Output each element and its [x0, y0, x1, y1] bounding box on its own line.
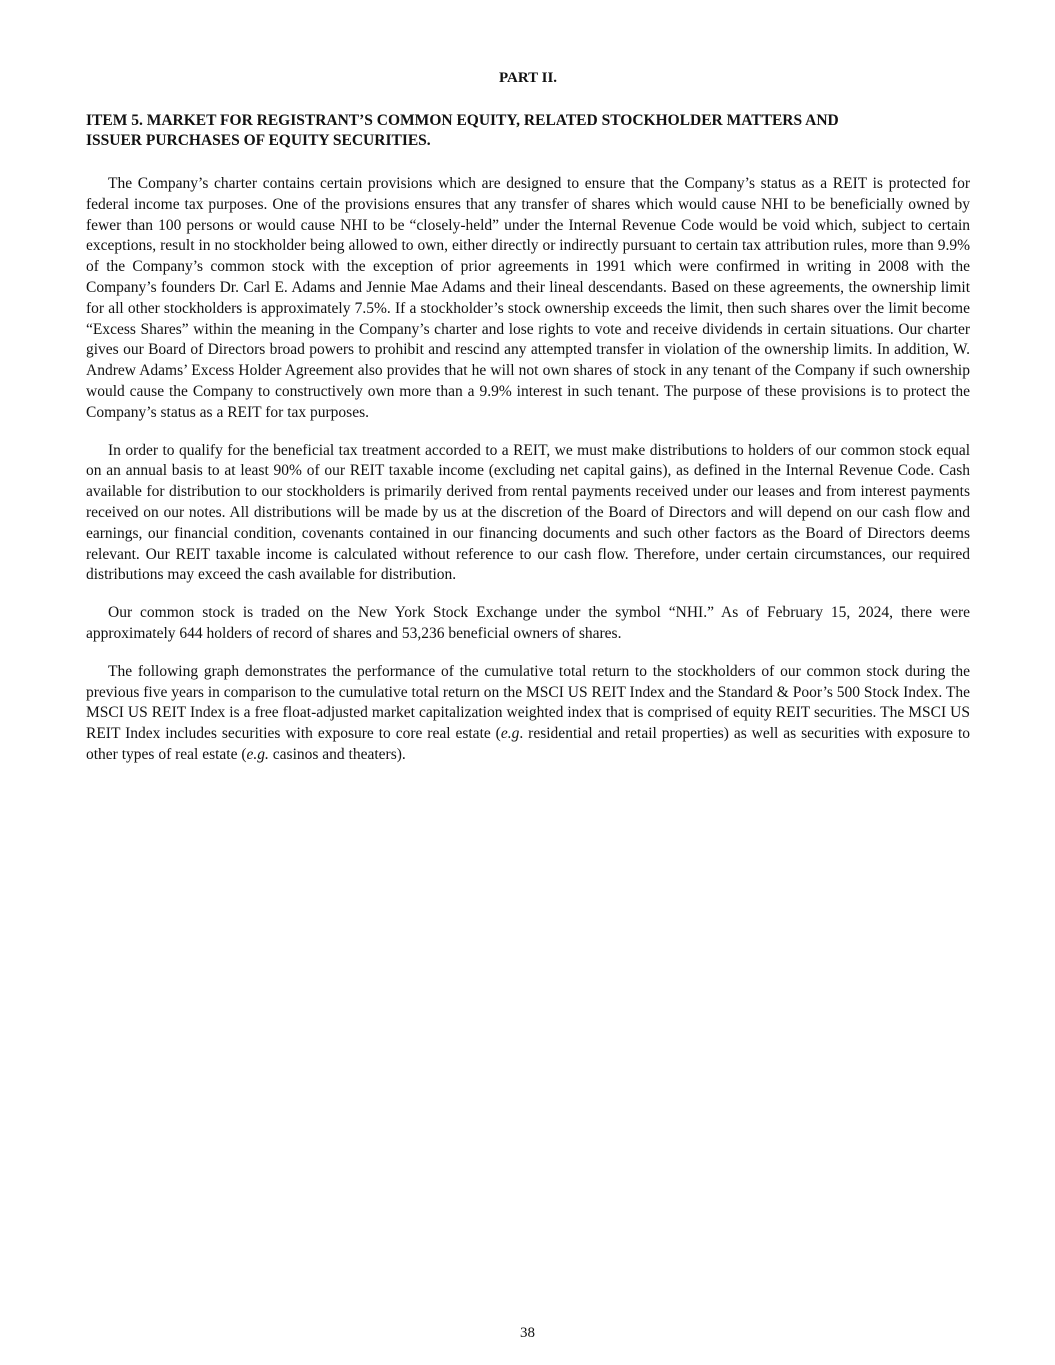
page-number: 38: [520, 1325, 535, 1341]
document-page: [86, 68, 970, 783]
item-title: [86, 111, 970, 151]
paragraph-distribution-requirements: In order to qualify for the beneficial tax treatment accorded to a REIT, we must make distributions to holders of our common stock equal on an annual basis to at least 90% of our REIT taxable income (excluding net capital gains), as defined in the Internal Revenue Code. Cash available for distribution to our stockholders is primarily derived from rental payments received under our leases and from interest payments received on our notes. All distributions will be made by us at the discretion of the Board of Directors and will depend on our cash flow and earnings, our financial condition, covenants contained in our financing documents and such other factors as the Board of Directors deems relevant. Our REIT taxable income is calculated without reference to our cash flow. Therefore, under certain circumstances, our required distributions may exceed the cash available for distribution.: [86, 441, 970, 584]
paragraph-performance-graph-intro: [86, 662, 970, 766]
item-title-line-1: ITEM 5. MARKET FOR REGISTRANT’S COMMON EQUITY, RELATED STOCKHOLDER MATTERS AND: [86, 112, 839, 129]
paragraph-text-segment: The following graph demonstrates the performance of the cumulative total return to the stockholders of our common stock during the previous five years in comparison to the cumulative total return on the MSCI US REIT Index and the Standard & Poor’s 500 Stock Index. The MSCI US REIT Index is a free float-adjusted market capitalization weighted index that is comprised of equity REIT securities. The MSCI US REIT Index includes securities with exposure to core real estate (: [86, 662, 970, 743]
part-title: PART II.: [498, 70, 558, 86]
paragraph-stock-listing-holders: Our common stock is traded on the New York Stock Exchange under the symbol “NHI.” As of February 15, 2024, there were approximately 644 holders of record of shares and 53,236 beneficial owners of shares.: [86, 604, 970, 642]
italic-eg-2: e.g.: [246, 745, 269, 763]
italic-eg-1: e.g: [500, 725, 520, 743]
item-title-line-2: ISSUER PURCHASES OF EQUITY SECURITIES.: [86, 132, 431, 149]
paragraph-reit-charter-provisions: The Company’s charter contains certain provisions which are designed to ensure that the Company’s status as a REIT is protected for federal income tax purposes. One of the provisions ensures that any transfer of shares which would cause NHI to be beneficially owned by fewer than 100 persons or would cause NHI to be “closely-held” under the Internal Revenue Code would be void which, subject to certain exceptions, result in no stockholder being allowed to own, either directly or indirectly pursuant to certain tax attribution rules, more than 9.9% of the Company’s common stock with the exception of prior agreements in 1991 which were confirmed in writing in 2008 with the Company’s founders Dr. Carl E. Adams and Jennie Mae Adams and their lineal descendants. Based on these agreements, the ownership limit for all other stockholders is approximately 7.5%. If a stockholder’s stock ownership exceeds the limit, then such shares over the limit become “Excess Shares” within the meaning in the Company’s charter and lose rights to vote and receive dividends in certain situations. Our charter gives our Board of Directors broad powers to prohibit and rescind any attempted transfer in violation of the ownership limits. In addition, W. Andrew Adams’ Excess Holder Agreement also provides that he will not own shares of stock in any tenant of the Company if such ownership would cause the Company to constructively own more than a 9.9% interest in such tenant. The purpose of these provisions is to protect the Company’s status as a REIT for tax purposes.: [86, 175, 970, 421]
paragraph-text-segment: casinos and theaters).: [268, 745, 406, 763]
paragraph-text-segment: . residential and retail properties) as well as securities with exposure to other types of real estate (: [86, 725, 971, 763]
